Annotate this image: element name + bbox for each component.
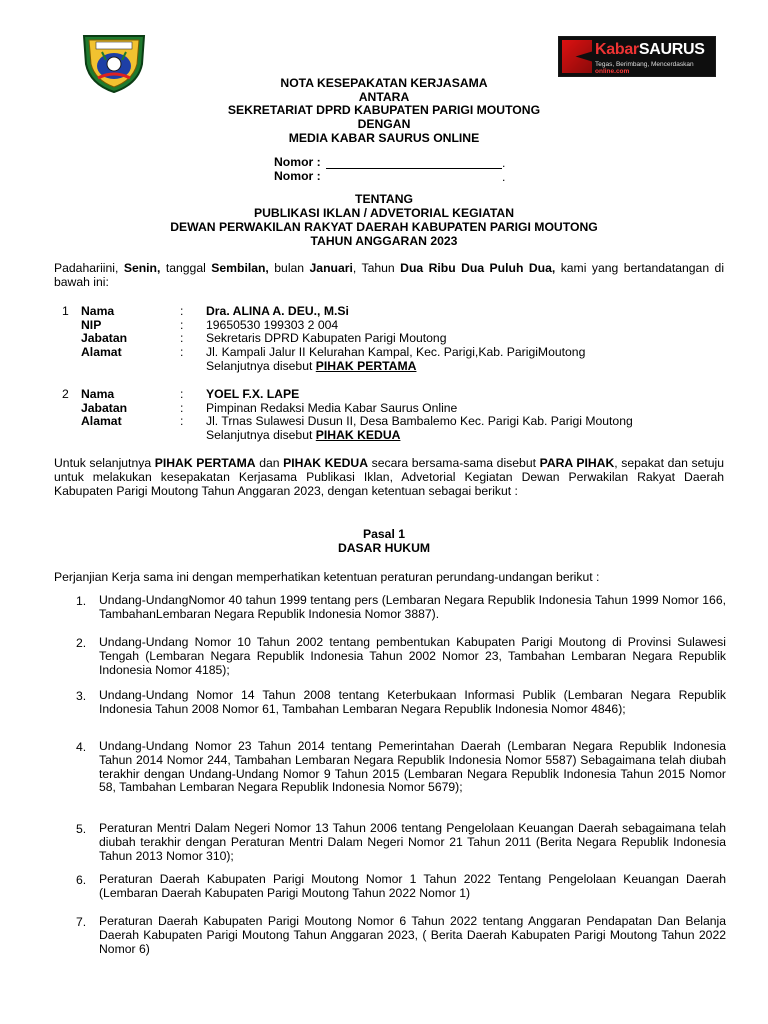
field-value-jabatan: Sekretaris DPRD Kabupaten Parigi Moutong (206, 331, 447, 345)
field-label-nip: NIP (81, 318, 102, 332)
nomor-label-2: Nomor : (274, 169, 321, 183)
field-value-nip: 19650530 199303 2 004 (206, 318, 339, 332)
nomor-underline (326, 167, 502, 169)
pasal-intro: Perjanjian Kerja sama ini dengan memperhatikan ketentuan peraturan perundang-undangan berikut : (54, 570, 600, 584)
colon: : (180, 387, 184, 401)
field-value-alamat: Jl. Trnas Sulawesi Dusun II, Desa Bambalemo Kec. Parigi Kab. Parigi Moutong (206, 414, 633, 428)
tentang-line: PUBLIKASI IKLAN / ADVETORIAL KEGIATAN (253, 206, 514, 220)
field-value-nama: YOEL F.X. LAPE (206, 387, 300, 401)
title-line: MEDIA KABAR SAURUS ONLINE (288, 131, 480, 145)
colon: : (180, 401, 184, 415)
referred-as-line: Selanjutnya disebut PIHAK PERTAMA (206, 359, 417, 373)
party-number: 2 (62, 387, 69, 401)
kabar-saurus-logo: KabarSAURUS Tegas, Berimbang, Mencerdaskan online.com (558, 36, 716, 77)
nomor-label-1: Nomor : (274, 155, 321, 169)
field-label-alamat: Alamat (81, 345, 122, 359)
field-label-alamat: Alamat (81, 414, 122, 428)
colon: : (180, 304, 184, 318)
title-line: DENGAN (357, 117, 411, 131)
pihak-pertama-label: PIHAK PERTAMA (315, 359, 417, 373)
field-label-jabatan: Jabatan (81, 331, 128, 345)
tentang-line: TENTANG (355, 192, 413, 206)
field-label-nama: Nama (81, 304, 115, 318)
document-page: KabarSAURUS Tegas, Berimbang, Mencerdaskan online.com NOTA KESEPAKATAN KERJASAMA ANTARA SEKRETARIAT DPRD KABUPATEN PARIGI MOUTONG DENGAN MEDIA KABAR SAURUS ONLINE Nomor : . Nomor : . TENTANG PUBLIKASI IKLAN / ADVETORIAL KEGIATAN DEWAN PERWAKILAN RAKYAT DAERAH KABUPATEN PARIGI MOUTONG TAHUN ANGGARAN 2023 Padahariini, Senin, tanggal Sembilan, bulan Januari, Tahun Dua Ribu Dua Puluh Dua, kami yang bertandatangan di bawah ini: 1 Nama : Dra. ALINA A. DEU., M.Si NIP : 19650530 199303 2 004 Jabatan : Sekretaris DPRD Kabupaten Parigi Moutong Alamat : Jl. Kampali Jalur II Kelurahan Kampal, Kec. Parigi,Kab. ParigiMoutong Selanjutnya disebut PIHAK PERTAMA 2 Nama : YOEL F.X. LAPE Jabatan : Pimpinan Redaksi Media Kabar Saurus Online Alamat : Jl. Trnas Sulawesi Dusun II, Desa Bambalemo Kec. Parigi Kab. Parigi Moutong Selanjutnya disebut PIHAK KEDUA Untuk selanjutnya PIHAK PERTAMA dan PIHAK KEDUA secara bersama-sama disebut PARA PIHAK, sepakat dan setuju untuk melakukan kesepakatan Kerjasama Publikasi Iklan, Advetorial Kegiatan Dewan Perwakilan Rakyat Daerah Kabupaten Parigi Moutong Tahun Anggaran 2023, dengan ketentuan sebagai berikut : Pasal 1 DASAR HUKUM Perjanjian Kerja sama ini dengan memperhatikan ketentuan peraturan perundang-undangan berikut : 1. Undang-UndangNomor 40 tahun 1999 tentang pers (Lembaran Negara Republik Indonesia Tahun 1999 Nomor 166, TambahanLembaran Negara Republik Indonesia Nomor 3887). 2. Undang-Undang Nomor 10 Tahun 2002 tentang pembentukan Kabupaten Parigi Moutong di Provinsi Sulawesi Tengah (Lembaran Negara Republik Indonesia Tahun 2002 Nomor 23, Tambahan Lembaran Negara Republik Indonesia Nomor 4185); 3. Undang-Undang Nomor 14 Tahun 2008 tentang Keterbukaan Informasi Publik (Lembaran Negara Republik Indonesia Tahun 2008 Nomor 61, Tambahan Lembaran Negara Republik Indonesia Nomor 4846); 4. Undang-Undang Nomor 23 Tahun 2014 tentang Pemerintahan Daerah (Lembaran Negara Republik Indonesia Tahun 2014 Nomor 244, Tambahan Lembaran Negara Republik Indonesia Nomor 5587) Sebagaimana telah diubah terakhir dengan Undang-Undang Nomor 9 Tahun 2015 (Lembaran Negara Republik Indonesia Tahun 2015 Nomor 58, Tambahan Lembaran Negara Republik Indonesia Nomor 5679); 5. Peraturan Mentri Dalam Negeri Nomor 13 Tahun 2006 tentang Pengelolaan Keuangan Daerah sebagaimana telah diubah terakhir dengan Peraturan Mentri Dalam Negeri Nomor 21 Tahun 2011 (Berita Negara Republik Indonesia Tahun 2013 Nomor 310); 6. Peraturan Daerah Kabupaten Parigi Moutong Nomor 1 Tahun 2022 Tentang Pengelolaan Keuangan Daerah (Lembaran Daerah Kabupaten Parigi Moutong Tahun 2022 Nomor 1) 7. Peraturan Daerah Kabupaten Parigi Moutong Nomor 6 Tahun 2022 tentang Anggaran Pendapatan Dan Belanja Daerah Kabupaten Parigi Moutong Tahun Anggaran 2023, ( Berita Daerah Kabupaten Parigi Moutong Tahun 2022 Nomor 6) (0, 0, 768, 1024)
field-value-nama: Dra. ALINA A. DEU., M.Si (206, 304, 349, 318)
party-number: 1 (62, 304, 69, 318)
colon: : (180, 318, 184, 332)
field-value-jabatan: Pimpinan Redaksi Media Kabar Saurus Online (206, 401, 458, 415)
intro-paragraph: Padahariini, Senin, tanggal Sembilan, bulan Januari, Tahun Dua Ribu Dua Puluh Dua, kami yang bertandatangan di bawah ini: (54, 261, 725, 289)
colon: : (180, 414, 184, 428)
title-line: SEKRETARIAT DPRD KABUPATEN PARIGI MOUTONG (227, 103, 541, 117)
agreement-paragraph: Untuk selanjutnya PIHAK PERTAMA dan PIHAK KEDUA secara bersama-sama disebut PARA PIHAK, sepakat dan setuju untuk melakukan kesepakatan Kerjasama Publikasi Iklan, Advetorial Kegiatan Dewan Perwakilan Rakyat Daerah Kabupaten Parigi Moutong Tahun Anggaran 2023, dengan ketentuan sebagai berikut : (54, 456, 725, 498)
pihak-kedua-label: PIHAK KEDUA (315, 428, 401, 442)
tentang-line: DEWAN PERWAKILAN RAKYAT DAERAH KABUPATEN PARIGI MOUTONG (170, 220, 598, 234)
field-label-nama: Nama (81, 387, 115, 401)
title-line: NOTA KESEPAKATAN KERJASAMA (280, 76, 488, 90)
nomor-dot-2: . (502, 170, 506, 184)
field-label-jabatan: Jabatan (81, 401, 128, 415)
colon: : (180, 345, 184, 359)
field-value-alamat: Jl. Kampali Jalur II Kelurahan Kampal, Kec. Parigi,Kab. ParigiMoutong (206, 345, 586, 359)
colon: : (180, 331, 184, 345)
pasal-number: Pasal 1 (362, 527, 405, 541)
pasal-title: DASAR HUKUM (337, 541, 431, 555)
nomor-dot-1: . (502, 156, 506, 170)
tentang-line: TAHUN ANGGARAN 2023 (310, 234, 458, 248)
title-line: ANTARA (358, 90, 410, 104)
referred-as-line: Selanjutnya disebut PIHAK KEDUA (206, 428, 401, 442)
